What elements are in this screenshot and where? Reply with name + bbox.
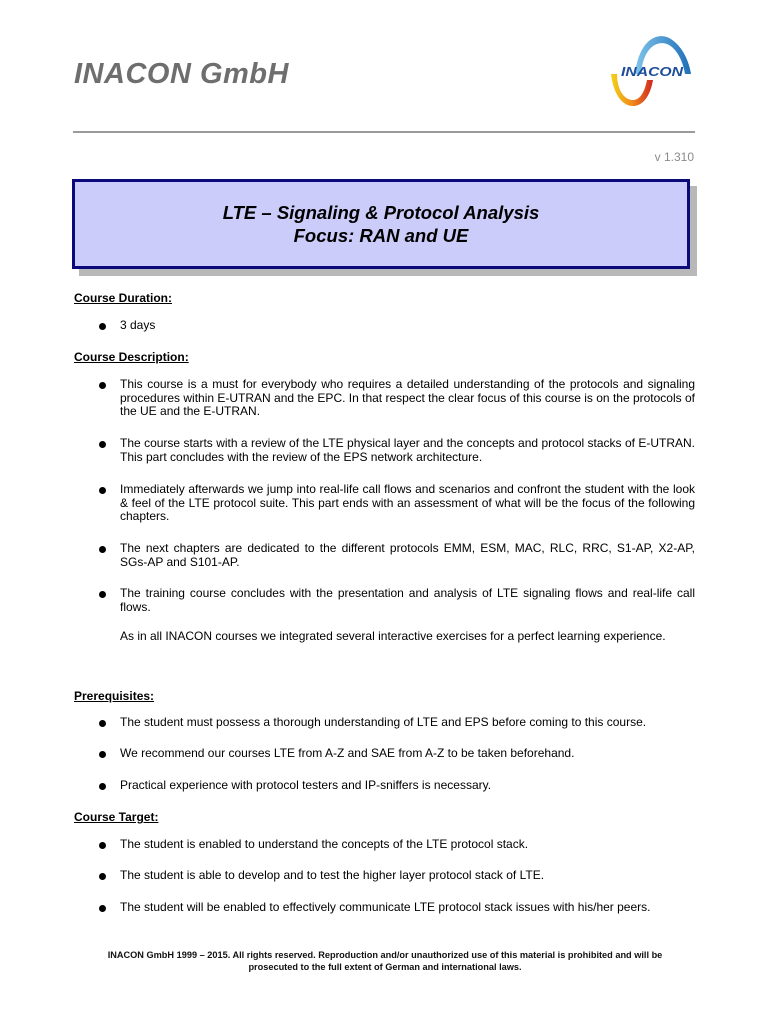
bullet-icon <box>99 873 106 880</box>
company-name: INACON GmbH <box>74 58 289 90</box>
list-item: Practical experience with protocol testers and IP-sniffers is necessary. <box>95 779 695 793</box>
bullet-icon <box>99 720 106 727</box>
bullet-icon <box>99 842 106 849</box>
prerequisites-heading: Prerequisites: <box>74 689 155 703</box>
list-item: The student must possess a thorough understanding of LTE and EPS before coming to this course. <box>95 716 695 730</box>
bullet-icon <box>99 783 106 790</box>
version-label: v 1.310 <box>654 150 694 164</box>
footer-line-1: INACON GmbH 1999 – 2015. All rights reserved. Reproduction and/or unauthorized use of this material is prohibited and will be <box>107 950 663 960</box>
footer-line-2: prosecuted to the full extent of German and international laws. <box>248 962 522 972</box>
list-item: The course starts with a review of the LTE physical layer and the concepts and protocol stacks of E-UTRAN. This part concludes with the review of the EPS network architecture. <box>95 437 695 464</box>
list-item: The training course concludes with the presentation and analysis of LTE signaling flows and real-life call flows. <box>95 587 695 614</box>
list-item: 3 days <box>95 319 695 333</box>
bullet-icon <box>99 382 106 389</box>
target-heading: Course Target: <box>74 810 159 824</box>
logo-text: INACON <box>621 64 684 79</box>
course-subtitle: Focus: RAN and UE <box>293 225 469 246</box>
list-item: Immediately afterwards we jump into real-life call flows and scenarios and confront the student with the look & feel of the LTE protocol suite. This part ends with an assessment of what will be the focus of the following chapters. <box>95 483 695 524</box>
description-closing: As in all INACON courses we integrated several interactive exercises for a perfect learning experience. <box>120 629 666 643</box>
bullet-icon <box>99 905 106 912</box>
bullet-icon <box>99 546 106 553</box>
bullet-icon <box>99 441 106 448</box>
header-divider <box>73 131 695 133</box>
list-item: The next chapters are dedicated to the different protocols EMM, ESM, MAC, RLC, RRC, S1-AP, X2-AP, SGs-AP and S101-AP. <box>95 542 695 569</box>
list-item: We recommend our courses LTE from A-Z and SAE from A-Z to be taken beforehand. <box>95 747 695 761</box>
list-item: The student is able to develop and to test the higher layer protocol stack of LTE. <box>95 869 695 883</box>
bullet-icon <box>99 591 106 598</box>
title-box <box>72 179 690 269</box>
list-item: This course is a must for everybody who requires a detailed understanding of the protocols and signaling procedures within E-UTRAN and the EPC. In that respect the clear focus of this course is on the protocols of the UE and the E-UTRAN. <box>95 378 695 419</box>
list-item: The student will be enabled to effectively communicate LTE protocol stack issues with his/her peers. <box>95 901 695 915</box>
bullet-icon <box>99 323 106 330</box>
copyright-footer <box>74 949 696 973</box>
list-item: The student is enabled to understand the concepts of the LTE protocol stack. <box>95 838 695 852</box>
course-title: LTE – Signaling & Protocol Analysis <box>222 202 540 223</box>
bullet-icon <box>99 751 106 758</box>
duration-heading: Course Duration: <box>74 291 173 305</box>
bullet-icon <box>99 487 106 494</box>
inacon-logo <box>605 30 697 110</box>
description-heading: Course Description: <box>74 350 189 364</box>
